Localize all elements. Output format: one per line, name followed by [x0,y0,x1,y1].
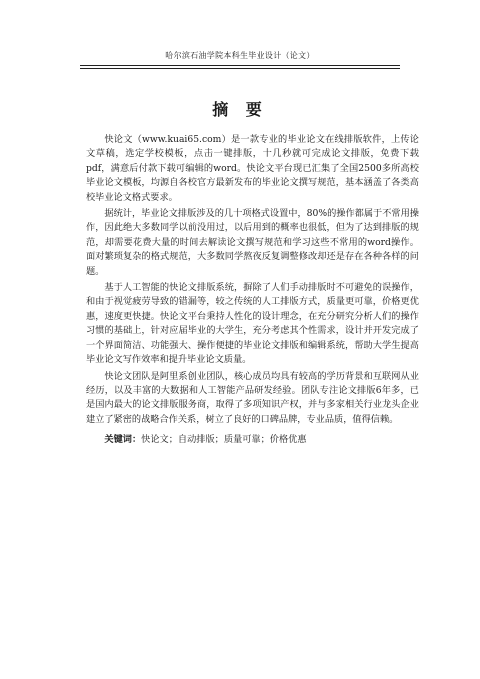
keywords-label: 关键词： [104,434,142,445]
keywords-value: 快论文；自动排版；质量可靠；价格优惠 [141,434,307,445]
abstract-paragraph-2: 据统计，毕业论文排版涉及的几十项格式设置中，80%的操作都属于不常用操作，因此绝大多数同学以前没用过，以后用到的概率也很低，但为了达到排版的规范，却需要花费大量的时间去解读论文撰写规范和学习这些不常用的word操作。面对繁琐复杂的格式规范，大多数同学熬夜反复调整修改却还是存在各种各样的问题。 [86,208,419,277]
abstract-paragraph-4: 快论文团队是阿里系创业团队，核心成员均具有较高的学历背景和互联网从业经历，以及丰富的大数据和人工智能产品研发经验。团队专注论文排版6年多，已是国内最大的论文排版服务商，取得了多项知识产权，并与多家相关行业龙头企业建立了紧密的战略合作关系，树立了良好的口碑品牌，专业品质，值得信赖。 [86,370,419,425]
abstract-body [86,133,419,427]
abstract-paragraph-1: 快论文（www.kuai65.com）是一款专业的毕业论文在线排版软件，上传论文草稿，选定学校模板，点击一键排版，十几秒就可完成论文排版，免费下载pdf，满意后付款下载可编辑的word。快论文平台现已汇集了全国2500多所高校毕业论文模板，均源自各校官方最新发布的毕业论文撰写规范，基本涵盖了各类高校毕业论文格式要求。 [86,134,419,203]
keywords-line [86,433,419,447]
page-title: 摘 要 [212,100,268,119]
running-header: 哈尔滨石油学院本科生毕业设计（论文） [80,50,400,66]
abstract-paragraph-3: 基于人工智能的快论文排版系统，摒除了人们手动排版时不可避免的误操作，和由于视觉疲劳导致的错漏等，较之传统的人工排版方式，质量更可靠，价格更优惠，速度更快捷。快论文平台秉持人性化的设计理念，在充分研究分析人们的操作习惯的基础上，针对应届毕业的大学生，充分考虑其个性需求，设计并开发完成了一个界面简洁、功能强大、操作便捷的毕业论文排版和编辑系统，帮助大学生提高毕业论文写作效率和提升毕业论文质量。 [86,282,419,366]
